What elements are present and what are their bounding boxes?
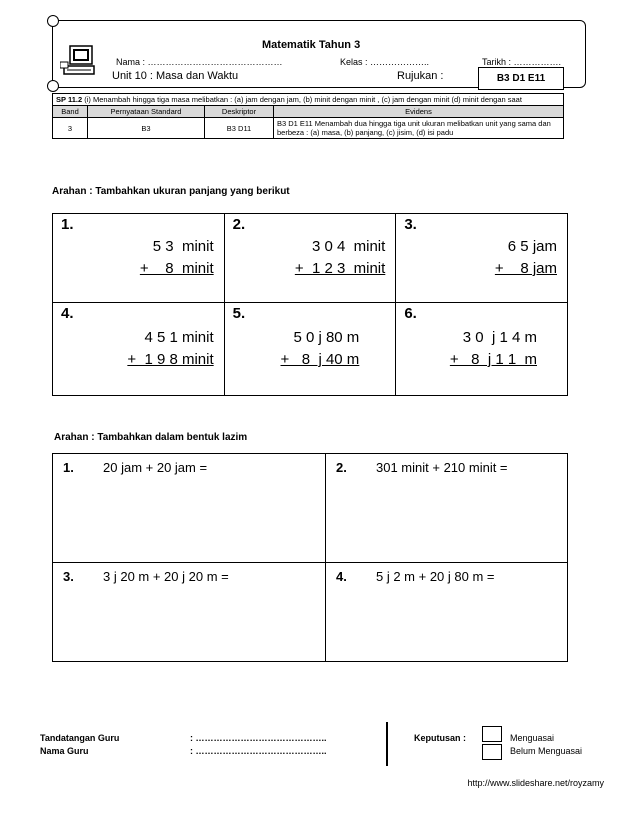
data-row	[53, 118, 564, 139]
question-top-value: 3 0 j 1 4 m	[462, 329, 537, 346]
header-band: Band	[53, 106, 88, 118]
sp-code: SP 11.2	[56, 95, 83, 104]
question-expression: 3 j 20 m + 20 j 20 m =	[103, 569, 229, 584]
sp-text: (i) Menambah hingga tiga masa melibatkan : (a) jam dengan jam, (b) minit dengan minit , (c) jam dengan minit (d) minit dengan saat	[82, 95, 522, 104]
tandatangan-dots: : ……………………………………..	[190, 733, 327, 743]
addition-grid	[52, 213, 568, 396]
arahan-section-2: Arahan : Tambahkan dalam bentuk lazim	[54, 432, 248, 443]
tandatangan-label: Tandatangan Guru	[40, 733, 120, 743]
question-expression: 20 jam + 20 jam =	[103, 460, 208, 475]
question-bottom-value: + 8 jam	[494, 260, 557, 277]
question-expression: 5 j 2 m + 20 j 80 m =	[376, 569, 495, 584]
lazim-grid	[52, 453, 568, 662]
question-cell-1	[53, 214, 225, 303]
lazim-row-1	[53, 454, 568, 563]
question-top-value: 6 5 jam	[507, 238, 557, 255]
question-number: 6.	[404, 305, 417, 322]
cell-band: 3	[53, 118, 88, 139]
header-evidens: Evidens	[274, 106, 564, 118]
nama-guru-dots: : ……………………………………..	[190, 746, 327, 756]
question-top-value: 3 0 4 minit	[311, 238, 386, 255]
question-expression: 301 minit + 210 minit =	[376, 460, 508, 475]
cell-pernyataan: B3	[88, 118, 205, 139]
question-top-value: 5 0 j 80 m	[293, 329, 360, 346]
lazim-cell-4	[326, 563, 568, 662]
menguasai-checkbox[interactable]	[482, 726, 502, 742]
question-cell-3	[396, 214, 568, 303]
computer-icon	[60, 44, 100, 80]
source-url: http://www.slideshare.net/royzamy	[467, 778, 604, 788]
header-deskriptor: Deskriptor	[205, 106, 274, 118]
belum-menguasai-label: Belum Menguasai	[510, 746, 583, 756]
tarikh-field: Tarikh : …………….	[482, 57, 562, 67]
header-pernyataan: Pernyataan Standard	[88, 106, 205, 118]
grid-row-2	[53, 303, 568, 396]
question-number: 2.	[232, 216, 246, 233]
question-number: 1.	[61, 216, 74, 233]
question-number: 3.	[404, 216, 417, 233]
kelas-field: Kelas : ………………..	[340, 57, 430, 67]
scroll-curl-bottom	[47, 80, 59, 92]
nama-field: Nama : ………………………………………	[116, 57, 283, 67]
cell-evidens: B3 D1 E11 Menambah dua hingga tiga unit ukuran melibatkan unit yang sama dan berbeza : (a) masa, (b) panjang, (c) jisim, (d) isi padu	[274, 118, 564, 139]
question-bottom-value: + 1 9 8 minit	[127, 351, 214, 368]
question-cell-6	[396, 303, 568, 396]
standard-table	[52, 93, 564, 139]
question-number: 4.	[336, 569, 347, 584]
arahan-section-1: Arahan : Tambahkan ukuran panjang yang berikut	[52, 186, 290, 197]
footer-divider	[386, 722, 388, 766]
rujukan-box: B3 D1 E11	[478, 67, 564, 90]
lazim-cell-2	[326, 454, 568, 563]
sp-row	[53, 94, 564, 106]
cell-deskriptor: B3 D11	[205, 118, 274, 139]
lazim-cell-1	[53, 454, 326, 563]
header-row	[53, 106, 564, 118]
grid-row-1	[53, 214, 568, 303]
menguasai-label: Menguasai	[510, 733, 555, 743]
lazim-cell-3	[53, 563, 326, 662]
worksheet-title: Matematik Tahun 3	[262, 39, 361, 51]
question-cell-5	[224, 303, 396, 396]
question-number: 4.	[61, 305, 74, 322]
question-bottom-value: + 8 j 1 1 m	[449, 351, 537, 368]
question-bottom-value: + 8 minit	[139, 260, 214, 277]
question-number: 1.	[63, 460, 74, 475]
scroll-curl-top	[47, 15, 59, 27]
unit-title: Unit 10 : Masa dan Waktu	[112, 70, 239, 82]
lazim-row-2	[53, 563, 568, 662]
question-top-value: 5 3 minit	[152, 238, 214, 255]
question-cell-4	[53, 303, 225, 396]
keputusan-label: Keputusan :	[414, 733, 467, 743]
question-cell-2	[224, 214, 396, 303]
question-number: 3.	[63, 569, 74, 584]
question-bottom-value: + 1 2 3 minit	[294, 260, 386, 277]
belum-menguasai-checkbox[interactable]	[482, 744, 502, 760]
question-number: 5.	[232, 305, 246, 322]
question-top-value: 4 5 1 minit	[144, 329, 214, 346]
sp-cell	[53, 94, 564, 106]
rujukan-label: Rujukan :	[397, 70, 444, 82]
question-bottom-value: + 8 j 40 m	[280, 351, 360, 368]
question-number: 2.	[336, 460, 347, 475]
nama-guru-label: Nama Guru	[40, 746, 89, 756]
